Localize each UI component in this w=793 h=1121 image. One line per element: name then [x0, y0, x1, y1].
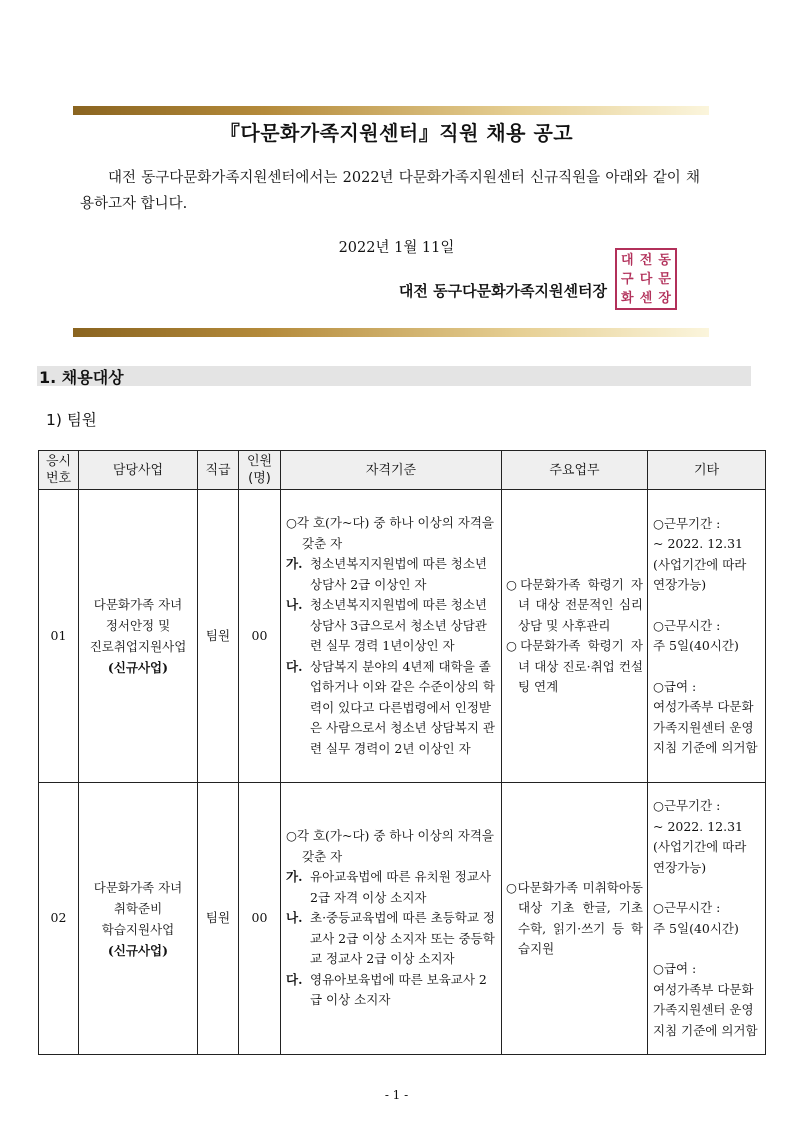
- header-other: 기타: [648, 451, 766, 490]
- program-tag: (신규사업): [107, 942, 169, 958]
- seal-char: 동: [658, 253, 671, 268]
- criteria-mark: 나.: [286, 597, 303, 612]
- table-row: [39, 783, 766, 1055]
- cell-count: 00: [239, 783, 281, 1055]
- period-note: (사업기간에 따라 연장가능): [653, 839, 747, 875]
- criteria-item: [286, 867, 495, 908]
- section-heading-background: [37, 366, 751, 386]
- criteria-intro: ○각 호(가~다) 중 하나 이상의 자격을 갖춘 자: [286, 828, 494, 864]
- criteria-mark: 가.: [286, 556, 303, 571]
- criteria-mark: 다.: [286, 971, 303, 987]
- cell-other: [648, 490, 766, 783]
- criteria-text: 초·중등교육법에 따른 초등학교 정교사 2급 이상 소지자 또는 중등학교 정교사 2급 이상 소지자: [310, 910, 495, 967]
- period-note: (사업기간에 따라 연장가능): [653, 556, 747, 592]
- seal-char: 화: [621, 291, 634, 306]
- program-line: 다문화가족 자녀: [93, 597, 183, 612]
- header-no: 응시번호: [39, 451, 79, 490]
- cell-no: 02: [39, 783, 79, 1055]
- seal-char: 다: [639, 272, 653, 287]
- period-label: ○근무기간 :: [653, 798, 721, 813]
- section-title: 1. 채용대상: [39, 368, 124, 387]
- program-line: 취학준비: [113, 900, 163, 916]
- hours-label: ○근무시간 :: [653, 900, 721, 915]
- program-tag: (신규사업): [107, 660, 169, 675]
- criteria-item: [286, 657, 495, 760]
- criteria-text: 상담복지 분야의 4년제 대학을 졸업하거나 이와 같은 수준이상의 학력이 있다고 다른법령에서 인정받은 사람으로서 청소년 상담복지 관련 실무 경력이 2년 이상인 자: [310, 658, 495, 756]
- criteria-text: 유아교육법에 따른 유치원 정교사 2급 자격 이상 소지자: [310, 869, 491, 905]
- duty-item: ○다문화가족 미취학아동 대상 기초 한글, 기초 수학, 읽기·쓰기 등 학습지원: [506, 879, 643, 956]
- cell-count: 00: [239, 490, 281, 783]
- period-value: ~ 2022. 12.31: [653, 536, 743, 551]
- criteria-text: 영유아보육법에 따른 보육교사 2급 이상 소지자: [310, 971, 487, 1008]
- official-seal: [615, 248, 677, 310]
- criteria-intro: ○각 호(가~다) 중 하나 이상의 자격을 갖춘 자: [286, 515, 494, 551]
- cell-criteria: [281, 783, 502, 1055]
- cell-rank: 팀원: [198, 783, 239, 1055]
- seal-char: 대: [621, 253, 634, 268]
- criteria-mark: 나.: [286, 910, 303, 926]
- program-line: 학습지원사업: [101, 921, 175, 937]
- pay-label: ○급여 :: [653, 961, 697, 976]
- period-label: ○근무기간 :: [653, 515, 721, 531]
- cell-duties: [502, 490, 648, 783]
- criteria-item: [286, 595, 495, 657]
- seal-char: 전: [639, 253, 653, 268]
- criteria-text: 청소년복지지원법에 따른 청소년 상담사 2급 이상인 자: [310, 556, 487, 592]
- seal-char: 센: [639, 291, 653, 306]
- header-count: 인원(명): [239, 451, 281, 490]
- seal-char: 문: [658, 272, 671, 287]
- seal-char: 장: [658, 291, 671, 306]
- top-decorative-bar: [73, 106, 709, 115]
- program-line: 진로취업지원사업: [89, 639, 187, 654]
- criteria-item: [286, 908, 495, 970]
- criteria-item: [286, 970, 495, 1011]
- header-criteria: 자격기준: [281, 451, 502, 490]
- intro-paragraph: 대전 동구다문화가족지원센터에서는 2022년 다문화가족지원센터 신규직원을 아래와 같이 채용하고자 합니다.: [80, 170, 700, 212]
- table-row: [39, 490, 766, 783]
- cell-criteria: [281, 490, 502, 783]
- subsection-title: 1) 팀원: [46, 411, 97, 429]
- page-title: 『다문화가족지원센터』직원 채용 공고: [219, 121, 574, 145]
- criteria-mark: 가.: [286, 869, 303, 885]
- page-number: - 1 -: [384, 1088, 409, 1102]
- header-program: 담당사업: [79, 451, 198, 490]
- cell-program: [79, 783, 198, 1055]
- hours-value: 주 5일(40시간): [653, 638, 739, 653]
- header-duties: 주요업무: [502, 451, 648, 490]
- pay-value: 여성가족부 다문화가족지원센터 운영지침 기준에 의거함: [653, 699, 758, 755]
- program-line: 다문화가족 자녀: [93, 879, 183, 895]
- recruitment-table: [38, 450, 766, 1055]
- table-header-row: [39, 451, 766, 490]
- hours-label: ○근무시간 :: [653, 617, 721, 633]
- signer-name: 대전 동구다문화가족지원센터장: [398, 282, 607, 300]
- duty-item: ○다문화가족 학령기 자녀 대상 전문적인 심리 상담 및 사후관리: [506, 576, 643, 633]
- seal-char: 구: [621, 272, 634, 287]
- cell-program: [79, 490, 198, 783]
- header-rank: 직급: [198, 451, 239, 490]
- criteria-text: 청소년복지지원법에 따른 청소년 상담사 3급으로서 청소년 상담관련 실무 경력 1년이상인 자: [310, 597, 487, 653]
- program-line: 정서안정 및: [105, 618, 171, 633]
- pay-value: 여성가족부 다문화가족지원센터 운영지침 기준에 의거함: [653, 981, 758, 1038]
- cell-other: [648, 783, 766, 1055]
- period-value: ~ 2022. 12.31: [653, 818, 743, 834]
- hours-value: 주 5일(40시간): [653, 920, 739, 936]
- cell-duties: [502, 783, 648, 1055]
- cell-rank: 팀원: [198, 490, 239, 783]
- announcement-date: 2022년 1월 11일: [338, 240, 455, 256]
- criteria-mark: 다.: [286, 658, 303, 674]
- pay-label: ○급여 :: [653, 678, 697, 694]
- duty-item: ○다문화가족 학령기 자녀 대상 진로·취업 컨설팅 연계: [506, 638, 643, 694]
- bottom-decorative-bar: [73, 328, 709, 337]
- criteria-item: [286, 554, 495, 595]
- cell-no: 01: [39, 490, 79, 783]
